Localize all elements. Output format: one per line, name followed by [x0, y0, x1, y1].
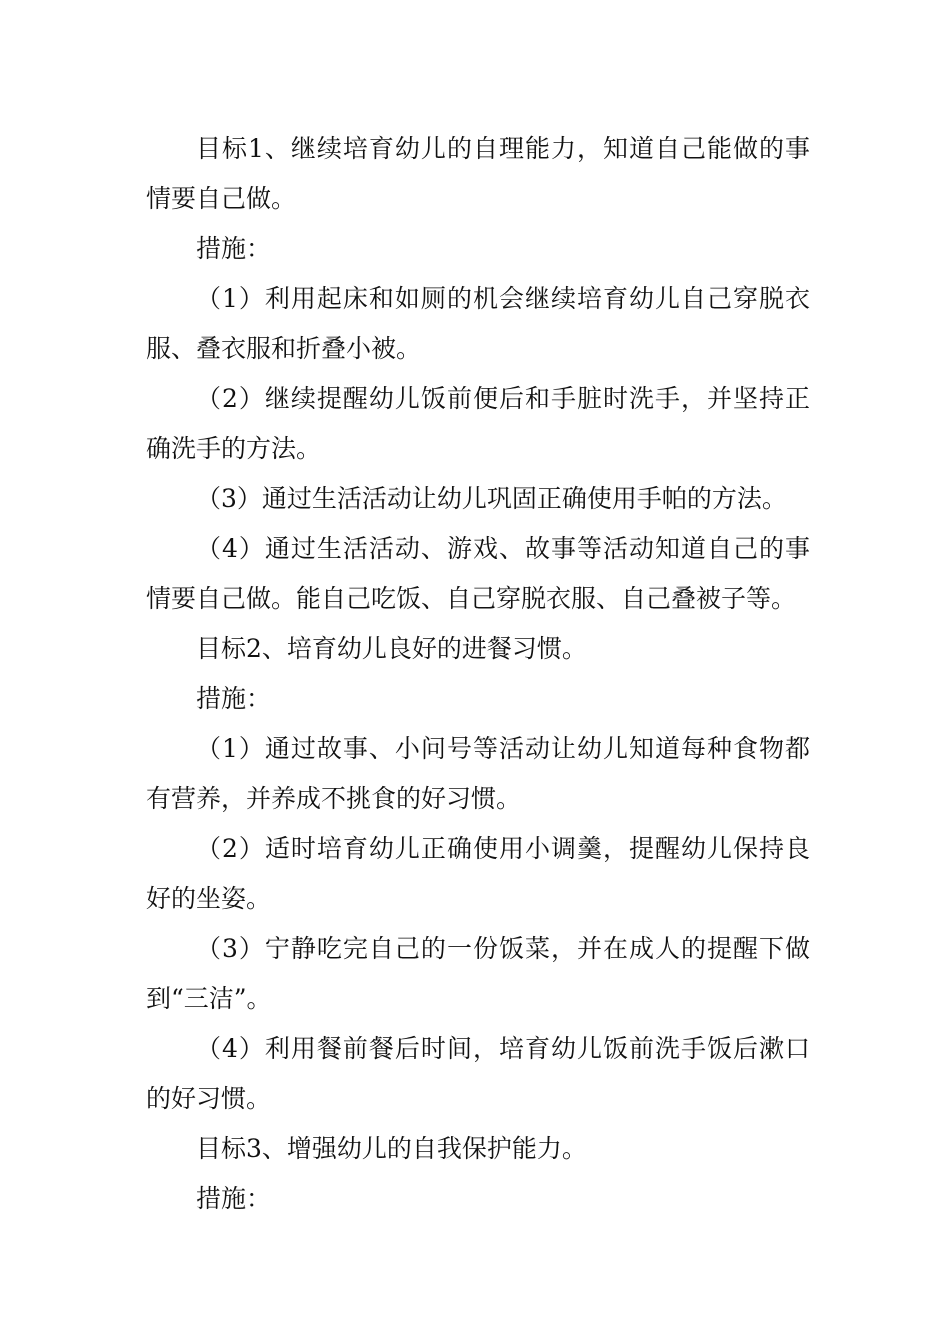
measure-item: （4）利用餐前餐后时间，培育幼儿饭前洗手饭后漱口的好习惯。 [146, 1034, 810, 1113]
measures-label: 措施： [196, 234, 272, 263]
measures-label: 措施： [196, 684, 272, 713]
measure-item: （2）适时培育幼儿正确使用小调羹，提醒幼儿保持良好的坐姿。 [146, 834, 810, 913]
goal-3-heading: 目标3、增强幼儿的自我保护能力。 [196, 1134, 587, 1163]
goal-1-heading: 目标1、继续培育幼儿的自理能力，知道自己能做的事情要自己做。 [146, 134, 810, 213]
goal-2-heading: 目标2、培育幼儿良好的进餐习惯。 [196, 634, 587, 663]
measure-item: （4）通过生活活动、游戏、故事等活动知道自己的事情要自己做。能自己吃饭、自己穿脱衣服、自己叠被子等。 [146, 534, 810, 613]
measure-item: （2）继续提醒幼儿饭前便后和手脏时洗手，并坚持正确洗手的方法。 [146, 384, 810, 463]
measure-item: （3）宁静吃完自己的一份饭菜，并在成人的提醒下做到“三洁”。 [146, 934, 810, 1013]
measures-label: 措施： [196, 1184, 272, 1213]
measure-item: （3）通过生活活动让幼儿巩固正确使用手帕的方法。 [196, 484, 787, 513]
document-body [146, 124, 810, 1224]
measure-item: （1）通过故事、小问号等活动让幼儿知道每种食物都有营养，并养成不挑食的好习惯。 [146, 734, 810, 813]
measure-item: （1）利用起床和如厕的机会继续培育幼儿自己穿脱衣服、叠衣服和折叠小被。 [146, 284, 810, 363]
